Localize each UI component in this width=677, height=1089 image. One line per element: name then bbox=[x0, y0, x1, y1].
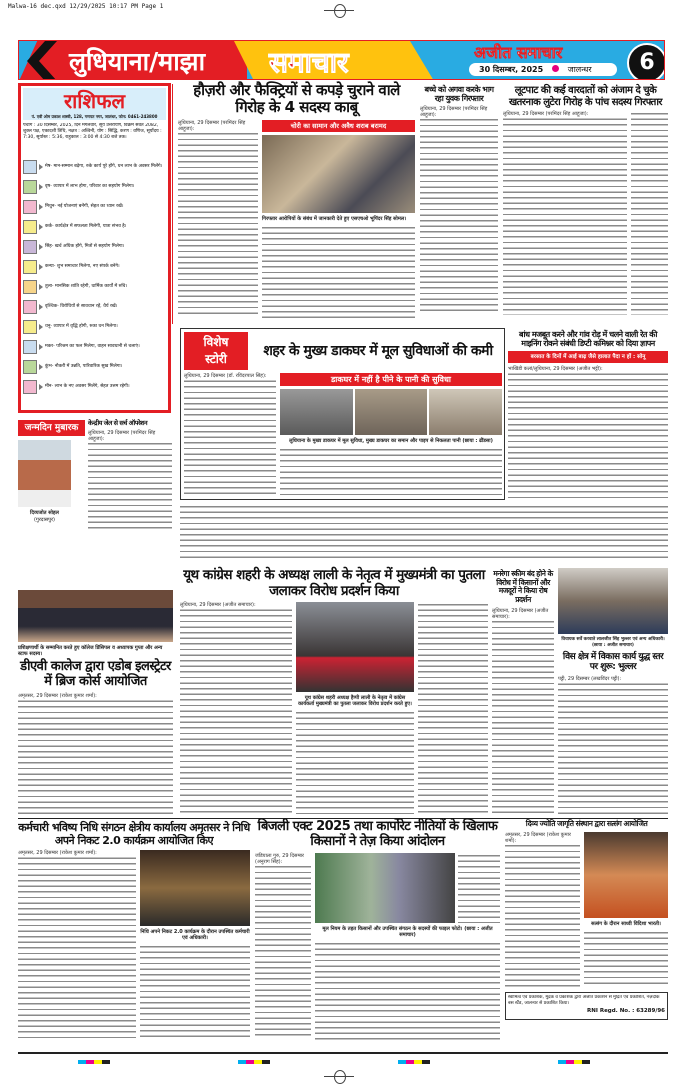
hosiery-photo bbox=[262, 135, 415, 213]
rashi-row bbox=[23, 177, 166, 196]
birthday-place: (गुरदासपुर) bbox=[34, 517, 55, 523]
dateline: लुधियाना, 29 दिसम्बर (परमिंदर सिंह आहूजा): bbox=[88, 430, 172, 442]
article-body bbox=[631, 111, 668, 315]
astrologer-info: पं. एवी ओम प्रकाश शास्त्री, 128, गणपत नगर, जालंधर, फोन: 0461-243800 bbox=[23, 114, 166, 120]
article-body bbox=[262, 225, 415, 319]
panchang: पंचांग : 30 दिसम्बर, 2025, दिन मंगलवार, सूर्य उत्तरायण, विक्रम संवत 2082, शुक्ल पक्ष, एकादशी तिथि, नक्षत्र : अश्विनी, योग : सिद्धि, करण : वणिज, सूर्योदय : 7:30, सूर्यास्त : 5:36, राहुकाल : 3:00 से 4:30 बजे तक। bbox=[23, 123, 162, 141]
rashi-row bbox=[23, 357, 166, 376]
article-body bbox=[503, 111, 627, 315]
article-body bbox=[418, 602, 488, 816]
vikas-headline: विस क्षेत्र में विकास कार्य युद्ध स्तर पर शुरू: भुल्लर bbox=[562, 652, 664, 673]
rashi-row bbox=[23, 377, 166, 396]
rashi-row bbox=[23, 237, 166, 256]
dateline: लुधियाना, 29 दिसम्बर (परमिंदर सिंह आहूजा): bbox=[420, 106, 498, 118]
edition-city: जालन्धर bbox=[567, 65, 592, 74]
dateline: भाखिंडी कलां/लुधियाना, 29 दिसम्बर (अजीत भट्टी): bbox=[508, 366, 668, 372]
rashi-text: तुला- मानसिक शांति रहेगी, धार्मिक कार्यों में रुचि। bbox=[45, 283, 128, 289]
zodiac-2-icon bbox=[23, 200, 37, 214]
post-office-photo-1 bbox=[280, 389, 353, 435]
column-divider bbox=[172, 84, 173, 324]
rashi-text: कन्या- शुभ समाचार मिलेगा, नए संपर्क बनेंगे। bbox=[45, 263, 120, 269]
article-body bbox=[18, 850, 136, 1040]
page-bottom-rule bbox=[18, 1052, 668, 1054]
article-body bbox=[492, 608, 554, 817]
article-body bbox=[584, 930, 668, 988]
arrow-icon bbox=[39, 384, 43, 390]
rashi-row bbox=[23, 297, 166, 316]
rashi-text: मेष- मान-सम्मान बढ़ेगा, रुके कार्य पूरे होंगे, धन लाभ के अवसर मिलेंगे। bbox=[45, 163, 163, 169]
youth-headline: यूथ कांग्रेस शहरी के अध्यक्ष लाली के नेतृत्व में मुख्यमंत्री का पुतला जलाकर विरोध प्रदर्शन किया bbox=[183, 567, 485, 599]
zodiac-1-icon bbox=[23, 180, 37, 194]
zodiac-10-icon bbox=[23, 360, 37, 374]
article-body bbox=[505, 832, 580, 988]
special-story bbox=[184, 332, 502, 496]
registration-mark-icon bbox=[324, 0, 354, 20]
zodiac-8-icon bbox=[23, 320, 37, 334]
article-body bbox=[18, 693, 173, 815]
rashi-text: मीन- लाभ के नए अवसर मिलेंगे, सेहत उत्तम रहेगी। bbox=[45, 383, 130, 389]
rashi-row bbox=[23, 277, 166, 296]
special-subhead: डाकघर में नहीं है पीने के पानी की सुविधा bbox=[280, 373, 502, 386]
badge-line: विशेष bbox=[203, 335, 229, 349]
birthday-photo bbox=[18, 440, 71, 507]
article-body bbox=[178, 120, 258, 319]
rashi-row bbox=[23, 157, 166, 176]
dav-caption: प्रशिक्षणार्थी के सम्मानित करते हुए कॉलेज प्रिंसिपल व अध्यापक गुप्ता और अन्य स्टाफ सदस्य। bbox=[18, 645, 163, 657]
dateline: लुधियाना, 29 दिसम्बर (अजीत समाचार): bbox=[180, 602, 292, 608]
dav-story bbox=[18, 590, 173, 815]
color-bar bbox=[238, 1060, 270, 1064]
dam-headline: बांध मजबूत करने और गांव रोड़ में चलने वाली रेत की माइनिंग रोकने संबंधी डिप्टी कमिश्नर को दिया ज्ञापन bbox=[518, 330, 657, 349]
hosiery-caption: गिरफ्तार आरोपियों के संबंध में जानकारी देते हुए एसएचओ भूपिंदर सिंह सोमल। bbox=[262, 215, 407, 222]
masthead-brand: अजीत समाचार bbox=[474, 43, 563, 62]
bijli-story bbox=[255, 820, 500, 1040]
divya-story bbox=[505, 820, 668, 988]
article-body bbox=[180, 504, 668, 562]
birthday-side-headline: केन्द्रीय जेल से सर्च ऑपरेशन bbox=[88, 419, 148, 427]
rashi-text: वृश्चिक- विरोधियों से सावधान रहें, धैर्य रखें। bbox=[45, 303, 118, 309]
arrow-icon bbox=[39, 184, 43, 190]
hosiery-subhead: चोरी का सामान और अवैध शराब बरामद bbox=[262, 120, 415, 132]
dateline: जंडियाला गुरु, 29 दिसम्बर (अनुराग सिंह): bbox=[255, 853, 311, 865]
dam-subhead: बरसात के दिनों में आई बाढ़ जैसे हालात पैदा न हों : सोनू bbox=[508, 351, 668, 363]
vikas-photo bbox=[558, 568, 668, 634]
dav-photo bbox=[18, 590, 173, 642]
dateline: अमृतसर, 29 दिसम्बर (राकेश कुमार शर्मा): bbox=[18, 693, 173, 699]
birthday-story bbox=[88, 420, 172, 530]
page-number-text: 6 bbox=[639, 50, 655, 75]
color-bar bbox=[558, 1060, 590, 1064]
hosiery-story bbox=[178, 82, 415, 318]
epfo-photo bbox=[140, 850, 250, 926]
birthday-name: दिव्यजोत सोहल bbox=[30, 510, 59, 516]
color-bar bbox=[398, 1060, 430, 1064]
rashi-row bbox=[23, 217, 166, 236]
arrow-icon bbox=[39, 204, 43, 210]
mgnrega-story bbox=[492, 570, 554, 816]
arrow-icon bbox=[39, 324, 43, 330]
rashi-text: सिंह- खर्च अधिक होंगे, मित्रों से सहयोग मिलेगा। bbox=[45, 243, 125, 249]
youth-story bbox=[180, 568, 488, 816]
bijli-caption: मूल नियम के तहत किसानों और उपस्थित संगठन के सदस्यों की फाइल फोटो। (छाया : अजीत समाचार) bbox=[322, 925, 493, 938]
arrow-icon bbox=[39, 244, 43, 250]
imprint-box bbox=[505, 992, 668, 1020]
article-body bbox=[184, 373, 276, 496]
masthead-center-title: समाचार bbox=[269, 46, 349, 79]
zodiac-6-icon bbox=[23, 280, 37, 294]
color-bar bbox=[78, 1060, 110, 1064]
dateline: अमृतसर, 29 दिसम्बर (राकेश कुमार शर्मा): bbox=[18, 850, 136, 856]
divya-headline: दिव्य ज्योति जागृति संस्थान द्वारा सत्संग आयोजित bbox=[525, 819, 648, 828]
article-body bbox=[180, 602, 292, 816]
imprint-text: स्वामित्व एवं प्रकाशक, मुद्रक व प्रकाशक द्वारा अजीत प्रकाशन से मुद्रित एवं प्रकाशित, नज़दीक बस स्टैंड, जालन्धर से प्रकाशित किया। bbox=[508, 995, 660, 1006]
article-body bbox=[296, 710, 414, 816]
rashifal-box bbox=[18, 83, 171, 413]
zodiac-5-icon bbox=[23, 260, 37, 274]
arrow-icon bbox=[39, 164, 43, 170]
epfo-caption: निधि अपने निकट 2.0 कार्यक्रम के दौरान उपस्थित कर्मचारी एवं अधिकारी। bbox=[140, 929, 250, 942]
dateline: लुधियाना, 29 दिसम्बर (परमिंदर सिंह आहूजा): bbox=[178, 120, 258, 132]
epfo-headline: कर्मचारी भविष्य निधि संगठन क्षेत्रीय कार्यालय अमृतसर ने निधि अपने निकट 2.0 कार्यक्रम आयोजित किए bbox=[18, 821, 250, 847]
rashi-text: वृष- व्यापार में लाभ होगा, परिवार का सहयोग मिलेगा। bbox=[45, 183, 135, 189]
mgnrega-headline: मनरेगा स्कीम बंद होने के विरोध में किसानों और मजदूरों ने किया रोष प्रदर्शन bbox=[493, 569, 553, 604]
arrow-icon bbox=[39, 264, 43, 270]
rashi-row bbox=[23, 257, 166, 276]
rashi-row bbox=[23, 317, 166, 336]
post-office-photo-2 bbox=[355, 389, 428, 435]
loot-story bbox=[503, 85, 668, 315]
birthday-banner: जन्मदिन मुबारक bbox=[18, 420, 85, 436]
hosiery-headline: हौज़री और फैक्ट्रियों से कपड़े चुराने वाले गिरोह के 4 सदस्य काबू bbox=[193, 81, 400, 117]
rashifal-title: राशिफल bbox=[23, 88, 166, 114]
color-bars bbox=[18, 1060, 668, 1064]
badge-line: स्टोरी bbox=[205, 352, 227, 366]
rashi-text: मिथुन- नई योजनाएं बनेंगी, सेहत का ध्यान रखें। bbox=[45, 203, 124, 209]
arrow-icon bbox=[39, 344, 43, 350]
bijli-photo bbox=[315, 853, 455, 923]
divya-caption: सत्संग के दौरान साध्वी विदिशा भारती। bbox=[591, 920, 661, 927]
bullet-icon bbox=[552, 65, 559, 72]
zodiac-0-icon bbox=[23, 160, 37, 174]
rashi-row bbox=[23, 337, 166, 356]
zodiac-3-icon bbox=[23, 220, 37, 234]
masthead bbox=[18, 40, 665, 80]
article-body bbox=[558, 676, 668, 816]
article-body bbox=[420, 106, 498, 315]
rashi-text: कर्क- कार्यक्षेत्र में सफलता मिलेगी, यात्रा संभव है। bbox=[45, 223, 127, 229]
masthead-left-title: लुधियाना/माझा bbox=[69, 47, 206, 76]
rashi-text: मकर- परिश्रम का फल मिलेगा, वाहन सावधानी से चलाएं। bbox=[45, 343, 140, 349]
rashi-text: धनु- व्यापार में वृद्धि होगी, रुका धन मिलेगा। bbox=[45, 323, 118, 329]
article-body bbox=[280, 447, 502, 496]
zodiac-11-icon bbox=[23, 380, 37, 394]
kidnap-story bbox=[420, 85, 498, 315]
vikas-story bbox=[558, 568, 668, 816]
arrow-icon bbox=[39, 224, 43, 230]
page-number bbox=[627, 43, 665, 80]
special-headline: शहर के मुख्य डाकघर में मूल सुविधाओं की कमी bbox=[263, 342, 493, 359]
dateline: लुधियाना, 29 दिसम्बर (अजीत समाचार): bbox=[492, 608, 554, 620]
bijli-headline: बिजली एक्ट 2025 तथा कार्पोरेट नीतियों के खिलाफ किसानों ने तेज़ किया आंदोलन bbox=[257, 819, 498, 849]
special-caption: लुधियाना के मुख्य डाकघर में मूल सुविधा, मुख्य डाकघर का समान और पाइप से निकलता पानी (छाया : ढींडसा) bbox=[289, 438, 493, 444]
dateline: लुधियाना, 29 दिसम्बर (परमिंदर सिंह आहूजा): bbox=[503, 111, 627, 117]
dam-story bbox=[508, 330, 668, 498]
arrow-icon bbox=[39, 284, 43, 290]
zodiac-7-icon bbox=[23, 300, 37, 314]
special-story-badge bbox=[184, 332, 248, 370]
dav-headline: डीएवी कालेज द्वारा एडोब इलस्ट्रेटर में ब्रिज कोर्स आयोजित bbox=[20, 659, 171, 689]
kidnap-headline: बच्चे को अगवा करके भाग रहा युवक गिरफ्तार bbox=[424, 85, 494, 104]
arrow-icon bbox=[39, 304, 43, 310]
vikas-caption: विधायक सर्वे करवाते लालजीत सिंह भुल्लर एवं अन्य अधिकारी। (छाया : अजीत समाचार) bbox=[561, 637, 665, 648]
rashi-row bbox=[23, 197, 166, 216]
date-bar bbox=[469, 63, 617, 76]
youth-photo bbox=[296, 602, 414, 692]
article-body bbox=[140, 944, 250, 1040]
youth-caption: यूथ कांग्रेस शहरी अध्यक्ष हैप्पी लाली के नेतृत्व में कांग्रेस कार्यकर्ता मुख्यमंत्री का पुतला जलाकर विरोध प्रदर्शन करते हुए। bbox=[298, 695, 412, 708]
issue-date: 30 दिसम्बर, 2025 bbox=[479, 65, 544, 74]
arrow-icon bbox=[39, 364, 43, 370]
dateline: पट्टी, 29 दिसम्बर (लखविंदर पट्टी): bbox=[558, 676, 668, 682]
article-body bbox=[88, 430, 172, 530]
article-body bbox=[255, 853, 311, 1040]
article-body bbox=[315, 941, 500, 1040]
dateline: अमृतसर, 29 दिसम्बर (राकेश कुमार शर्मा): bbox=[505, 832, 580, 844]
zodiac-4-icon bbox=[23, 240, 37, 254]
zodiac-9-icon bbox=[23, 340, 37, 354]
rni-number: RNI Regd. No. : 63289/96 bbox=[587, 1008, 665, 1014]
article-body bbox=[508, 366, 668, 498]
rashi-text: कुंभ- नौकरी में उन्नति, पारिवारिक सुख मिलेगा। bbox=[45, 363, 123, 369]
epfo-story bbox=[18, 822, 250, 1040]
dateline: लुधियाना, 29 दिसम्बर (डॉ. रविंदरपाल सिंह): bbox=[184, 373, 276, 379]
registration-mark-icon bbox=[324, 1066, 354, 1086]
loot-headline: लूटपाट की कई वारदातों को अंजाम दे चुके खतरनाक लुटेरा गिरोह के पांच सदस्य गिरफ्तार bbox=[508, 85, 663, 108]
divya-photo bbox=[584, 832, 668, 918]
article-body bbox=[458, 853, 500, 923]
post-office-photo-3 bbox=[429, 389, 502, 435]
print-slug: Malwa-16 dec.qxd 12/29/2025 10:17 PM Page 1 bbox=[8, 3, 164, 10]
